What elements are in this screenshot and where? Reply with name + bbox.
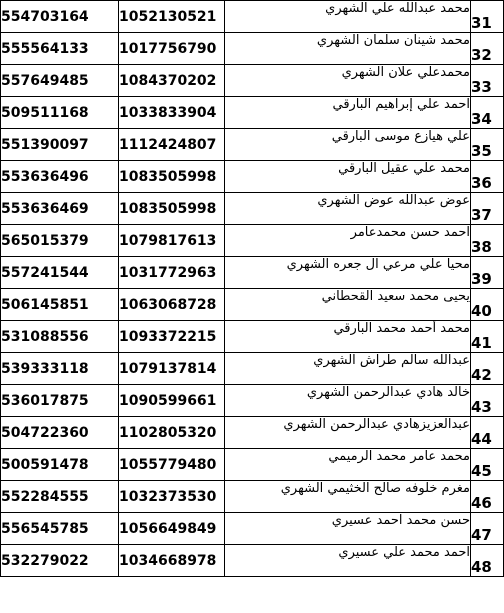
- name-cell: محمد عامر محمد الرميمي: [225, 449, 471, 481]
- roster-body: [1, 1, 504, 577]
- phone-cell: 532279022: [1, 545, 119, 577]
- phone-cell: 506145851: [1, 289, 119, 321]
- name-cell: محمد علي عقيل البارقي: [225, 161, 471, 193]
- phone-cell: 557241544: [1, 257, 119, 289]
- id-number-cell: 1090599661: [119, 385, 225, 417]
- phone-cell: 553636469: [1, 193, 119, 225]
- row-number-cell: 35: [471, 129, 504, 161]
- phone-cell: 551390097: [1, 129, 119, 161]
- row-number-cell: 47: [471, 513, 504, 545]
- name-cell: عوض عبدالله عوض الشهري: [225, 193, 471, 225]
- name-cell: محمد أحمد محمد البارقي: [225, 321, 471, 353]
- name-cell: عبدالله سالم طراش الشهري: [225, 353, 471, 385]
- phone-cell: 554703164: [1, 1, 119, 33]
- table-row: [1, 161, 504, 193]
- row-number-cell: 43: [471, 385, 504, 417]
- id-number-cell: 1083505998: [119, 161, 225, 193]
- phone-cell: 509511168: [1, 97, 119, 129]
- phone-cell: 504722360: [1, 417, 119, 449]
- id-number-cell: 1056649849: [119, 513, 225, 545]
- id-number-cell: 1079137814: [119, 353, 225, 385]
- table-row: [1, 257, 504, 289]
- table-row: [1, 225, 504, 257]
- table-row: [1, 481, 504, 513]
- row-number-cell: 45: [471, 449, 504, 481]
- name-cell: علي هيازع موسى البارقي: [225, 129, 471, 161]
- phone-cell: 531088556: [1, 321, 119, 353]
- name-cell: يحيى محمد سعيد القحطاني: [225, 289, 471, 321]
- table-row: [1, 353, 504, 385]
- table-row: [1, 97, 504, 129]
- id-number-cell: 1093372215: [119, 321, 225, 353]
- phone-cell: 557649485: [1, 65, 119, 97]
- id-number-cell: 1079817613: [119, 225, 225, 257]
- phone-cell: 536017875: [1, 385, 119, 417]
- table-row: [1, 33, 504, 65]
- row-number-cell: 46: [471, 481, 504, 513]
- id-number-cell: 1031772963: [119, 257, 225, 289]
- name-cell: احمد علي إبراهيم البارقي: [225, 97, 471, 129]
- phone-cell: 539333118: [1, 353, 119, 385]
- phone-cell: 565015379: [1, 225, 119, 257]
- table-row: [1, 193, 504, 225]
- id-number-cell: 1084370202: [119, 65, 225, 97]
- phone-cell: 553636496: [1, 161, 119, 193]
- name-cell: محيا علي مرعي ال جعره الشهري: [225, 257, 471, 289]
- table-row: [1, 321, 504, 353]
- name-cell: محمدعلي علان الشهري: [225, 65, 471, 97]
- table-row: [1, 385, 504, 417]
- table-row: [1, 65, 504, 97]
- id-number-cell: 1112424807: [119, 129, 225, 161]
- id-number-cell: 1102805320: [119, 417, 225, 449]
- row-number-cell: 37: [471, 193, 504, 225]
- row-number-cell: 39: [471, 257, 504, 289]
- phone-cell: 555564133: [1, 33, 119, 65]
- id-number-cell: 1034668978: [119, 545, 225, 577]
- id-number-cell: 1055779480: [119, 449, 225, 481]
- table-row: [1, 289, 504, 321]
- row-number-cell: 48: [471, 545, 504, 577]
- row-number-cell: 38: [471, 225, 504, 257]
- row-number-cell: 40: [471, 289, 504, 321]
- name-cell: مغرم خلوفه صالح الخثيمي الشهري: [225, 481, 471, 513]
- id-number-cell: 1032373530: [119, 481, 225, 513]
- id-number-cell: 1083505998: [119, 193, 225, 225]
- phone-cell: 556545785: [1, 513, 119, 545]
- name-cell: احمد محمد علي عسيري: [225, 545, 471, 577]
- table-row: [1, 129, 504, 161]
- phone-cell: 552284555: [1, 481, 119, 513]
- table-row: [1, 513, 504, 545]
- table-row: [1, 545, 504, 577]
- table-row: [1, 417, 504, 449]
- table-row: [1, 1, 504, 33]
- row-number-cell: 44: [471, 417, 504, 449]
- id-number-cell: 1063068728: [119, 289, 225, 321]
- name-cell: حسن محمد احمد عسيري: [225, 513, 471, 545]
- row-number-cell: 32: [471, 33, 504, 65]
- row-number-cell: 31: [471, 1, 504, 33]
- name-cell: احمد حسن محمدعامر: [225, 225, 471, 257]
- id-number-cell: 1017756790: [119, 33, 225, 65]
- name-cell: خالد هادي عبدالرحمن الشهري: [225, 385, 471, 417]
- row-number-cell: 42: [471, 353, 504, 385]
- row-number-cell: 34: [471, 97, 504, 129]
- table-row: [1, 449, 504, 481]
- id-number-cell: 1052130521: [119, 1, 225, 33]
- name-cell: محمد عبدالله علي الشهري: [225, 1, 471, 33]
- row-number-cell: 36: [471, 161, 504, 193]
- phone-cell: 500591478: [1, 449, 119, 481]
- row-number-cell: 33: [471, 65, 504, 97]
- id-number-cell: 1033833904: [119, 97, 225, 129]
- name-cell: عبدالعزيزهادي عبدالرحمن الشهري: [225, 417, 471, 449]
- name-cell: محمد شينان سلمان الشهري: [225, 33, 471, 65]
- row-number-cell: 41: [471, 321, 504, 353]
